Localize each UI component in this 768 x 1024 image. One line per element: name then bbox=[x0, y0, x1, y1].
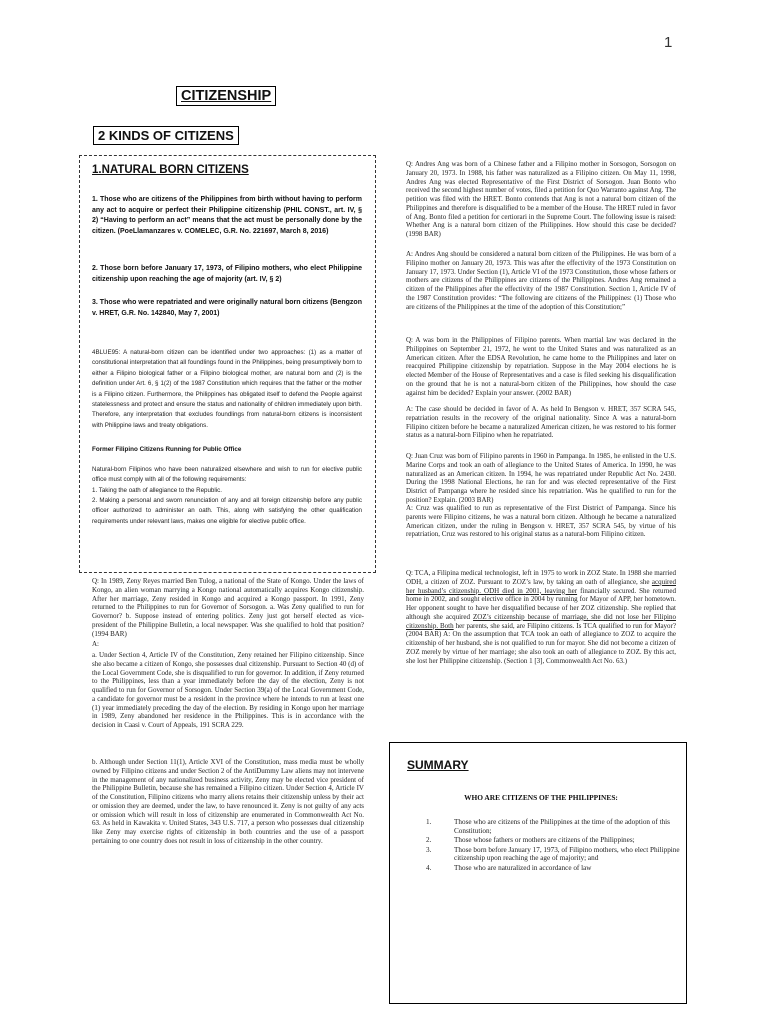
zeny-question: Q: In 1989, Zeny Reyes married Ben Tulog, a national of the State of Kongo. Under the laws of Kongo, an alien woman marrying a Kongo national automatically acquires Kongo citizenship. After her marriage, Zeny resided in Kongo and acquired a Kongo passport. In 1991, Zeny returned to the Philippines to run for Governor of Sorsogon. a. Was Zeny qualified to run for Governor? b. Suppose instead of entering politics. Zeny just got herself elected as vice- president of the Philippine Bulletin, a local newspaper. Was she qualified to hold that position? (1994 BAR) bbox=[92, 577, 364, 638]
list-item-number: 2. bbox=[426, 836, 432, 845]
list-item-number: 1. bbox=[426, 818, 432, 826]
tca-underlined-1: acquired her husband’s citizenship. ODH died in 2001, leaving her bbox=[406, 577, 676, 595]
tca-underlined-2: ZOZ’s citizenship because of marriage, she did not lose her Filipino citizenship. Both bbox=[406, 612, 676, 630]
summary-list bbox=[418, 818, 680, 874]
natural-born-item-3: 3. Those who were repatriated and were originally natural born citizens (Bengzon v. HRET, G.R. No. 142840, May 7, 2001) bbox=[92, 299, 362, 317]
requirement-1: 1. Taking the oath of allegiance to the Republic. bbox=[92, 487, 222, 494]
who-are-citizens-heading: WHO ARE CITIZENS OF THE PHILIPPINES: bbox=[464, 793, 618, 802]
list-item-text: Those who are naturalized in accordance of law bbox=[454, 863, 592, 872]
zeny-answer-a: a. Under Section 4, Article IV of the Constitution, Zeny retained her Filipino citizenship. Since she also became a citizen of Kongo, she possesses dual citizenship. Pursuant to Section 40 (d) of the Local Government Code, she is disqualified to run for governor. In addition, if Zeny returned to the Philippines, less than a year immediately before the day of the election, Zeny is not qualified to run for Governor of Sorsogon. Under Section 39(a) of the Local Government Code, a candidate for governor must be a resident in the province where he intends to run at least one (1) year immediately preceding the day of the election. By residing in Kongo upon her marriage in 1989, Zeny abandoned her residence in the Philippines. This is in accordance with the decision in Caasi v. Court of Appeals, 191 SCRA 229. bbox=[92, 651, 364, 729]
repatriation-question: Q: A was born in the Philippines of Filipino parents. When martial law was declared in the Philippines on September 21, 1972, he went to the United States and was naturalized as an American citizen. After the EDSA Revolution, he came home to the Philippines and later on reacquired Philippine citizenship by repatriation. Suppose in the May 2004 elections he is elected Member of the House of Representatives and a case is filed seeking his disqualification on the ground that he is not a natural-born citizen of the Philippines, how should the case against him be decided? Explain your answer. (2002 BAR) bbox=[406, 336, 676, 397]
former-filipino-heading: Former Filipino Citizens Running for Public Office bbox=[92, 446, 242, 453]
repatriation-answer: A: The case should be decided in favor of A. As held In Bengson v. HRET, 357 SCRA 545, repatriation results in the recovery of the original nationality. Since A was a natural-born Filipino citizen before he became a naturalized American citizen, he was restored to his former status as a natural-born Filipino when he repatriated. bbox=[406, 405, 676, 440]
list-item bbox=[418, 818, 680, 835]
zeny-answer-b: b. Although under Section 11(1), Article XVI of the Constitution, mass media must be wholly owned by Filipino citizens and under Section 2 of the AntiDummy Law aliens may not intervene in the management of any nationalized business activity, Zeny may be elected vice president of the Philippine Bulletin, because she has remained a Filipino citizen. Under Section 4, Article IV of the Constitution, Filipino citizens who marry aliens retains their citizenship unless by their act or omission they are deemed, under the law, to have renounced it. Zeny is not guilty of any acts or omission which will result in loss of citizenship are enumerated in Commonwealth Act No. 63. As held in Kawakita v. United States, 343 U.S. 717, a person who possesses dual citizenship like Zeny may exercise rights of citizenship in both countries and the use of a passport pertaining to one country does not result in loss of citizenship in the other country. bbox=[92, 758, 364, 845]
list-item-text: Those whose fathers or mothers are citizens of the Philippines; bbox=[454, 836, 635, 845]
andres-answer: A: Andres Ang should be considered a natural born citizen of the Philippines. He was born of a Filipino mother on January 20, 1973. This was after the effectivity of the 1973 Constitution on January 17, 1973. Under Section (1), Article VI of the 1973 Constitution, those whose fathers or mothers are citizens of the Philippines are citizens of the Philippines. Andres Ang remained a citizen of the Philippines after the effectivity of the 1987 Constitution. Section 1, Article IV of the 1987 Constitution provides: “The following are citizens of the Philippines: (1) Those who are citizens of the Philippines at the time of the adoption of this Constitution;” bbox=[406, 250, 676, 311]
page-title: CITIZENSHIP bbox=[176, 86, 276, 106]
juan-cruz-answer: A: Cruz was qualified to run as representative of the First District of Pampanga. Since his parents were Filipino citizens, he was a natural born citizen. Although he became a naturalized American citizen, under the ruling in Bengson v. HRET, 357 SCRA 545, by virtue of his repatriation, Cruz was restored to his original status as a natural-born Filipino citizen. bbox=[406, 504, 676, 539]
tca-text-c: her parents, she said, are Filipino citizens. Is TCA qualified to run for Mayor? (2004 BAR) A: On the assumption that TCA took an oath of allegiance to ZOZ to acquire the citizenship of her husband, she is not qualified to run for mayor. She did not become a citizen of ZOZ merely by virtue of her marriage; she also took an oath of allegiance to ZOZ. By this act, she lost her Philippine citizenship. (Section 1 [3], Commonwealth Act No. 63.) bbox=[406, 621, 676, 665]
former-filipino-intro: Natural-born Filipinos who have been naturalized elsewhere and wish to run for elective public office must comply with all of the following requirements: bbox=[92, 466, 362, 484]
list-item-text: Those who are citizens of the Philippines at the time of the adoption of this Constitution; bbox=[454, 818, 670, 835]
juan-cruz-question: Q: Juan Cruz was born of Filipino parents in 1960 in Pampanga. In 1985, he enlisted in the U.S. Marine Corps and took an oath of allegiance to the United States of America. In 1990, he was naturalized as an American citizen. In 1994, he was repatriated under Republic Act No. 2430. During the 1998 National Elections, he ran for and was elected representative of the First District of Pampanga where he resided since his repatriation. Was he qualified to run for the position? Explain. (2003 BAR) bbox=[406, 452, 676, 504]
list-item-text: Those born before January 17, 1973, of Filipino mothers, who elect Philippine citizenship upon reaching the age of majority; and bbox=[454, 845, 680, 863]
list-item-number: 3. bbox=[426, 845, 432, 854]
list-item bbox=[418, 836, 680, 845]
tca-text-b: financially secured. She returned home in 2002, and sought elective office in 2004 by running for Mayor of APP, her hometown. Her opponent sought to have her disqualified because of her ZOZ citizenship. She replied that although she acquired bbox=[406, 586, 676, 621]
natural-born-item-1: 1. Those who are citizens of the Philippines from birth without having to perform any act to acquire or perfect their Philippine citizenship (PHIL CONST., art. IV, § 2) “Having to perform an act” means that the act must be personally done by the citizen. (PoeLlamanzares v. COMELEC, G.R. No. 221697, March 8, 2016) bbox=[92, 196, 362, 235]
list-item bbox=[418, 864, 680, 873]
page-number: 1 bbox=[664, 34, 673, 51]
list-item bbox=[418, 846, 680, 863]
list-item-number: 4. bbox=[426, 863, 432, 872]
tca-text-a: Q: TCA, a Filipina medical technologist, left in 1975 to work in ZOZ State. In 1988 she married ODH, a citizen of ZOZ. Pursuant to ZOZ’s law, by taking an oath of allegiance, she bbox=[406, 569, 676, 586]
natural-born-item-2: 2. Those born before January 17, 1973, of Filipino mothers, who elect Philippine citizenship upon reaching the age of majority (art. IV, § 2) bbox=[92, 265, 362, 283]
andres-question: Q: Andres Ang was born of a Chinese father and a Filipino mother in Sorsogon, Sorsogon on January 20, 1973. In 1988, his father was naturalized as a Filipino citizen. On May 11, 1998, Andres Ang was elected Representative of the First District of Sorsogon. Juan Bonto who received the second highest number of votes, filed a petition for Quo Warranto against Ang. The petition was filed with the HRET. Bonto contends that Ang is not a natural born citizen of the Philippines and therefore is disqualified to be a member of the House. The HRET ruled in favor of Ang. Bonto filed a petition for certiorari in the Supreme Court. The following issue is raised: Whether Ang is a natural born citizen of the Philippines. How should this case be decided? (1998 BAR) bbox=[406, 160, 676, 238]
natural-born-heading: 1.NATURAL BORN CITIZENS bbox=[92, 164, 249, 176]
summary-title: SUMMARY bbox=[407, 758, 469, 772]
tca-question-answer bbox=[406, 569, 676, 665]
zeny-answer-label: A: bbox=[92, 640, 99, 648]
foundling-note: 4BLUE95: A natural-born citizen can be identified under two approaches: (1) as a matter of constitutional interpretation that all foundlings found in the Philippines, being presumptively born to either a Filipino biological father or a Filipino biological mother, are natural born and (2) is the definition under Art. 6, § 1(2) of the 1987 Constitution which requires that the father or the mother is a Filipino citizen. Furthermore, the Philippines has obligated itself to defend the People against statelessness and protect and ensure the status and nationality of children immediately upon birth. Therefore, any interpretation that excludes foundlings from natural-born citizens is inconsistent with Philippine laws and treaty obligations. bbox=[92, 349, 362, 429]
kinds-heading: 2 KINDS OF CITIZENS bbox=[93, 126, 239, 145]
requirement-2: 2. Making a personal and sworn renunciation of any and all foreign citizenship before any public officer authorized to administer an oath. This, along with satisfying the other qualification requirements under relevant laws, makes one eligible for elective public office. bbox=[92, 497, 362, 525]
